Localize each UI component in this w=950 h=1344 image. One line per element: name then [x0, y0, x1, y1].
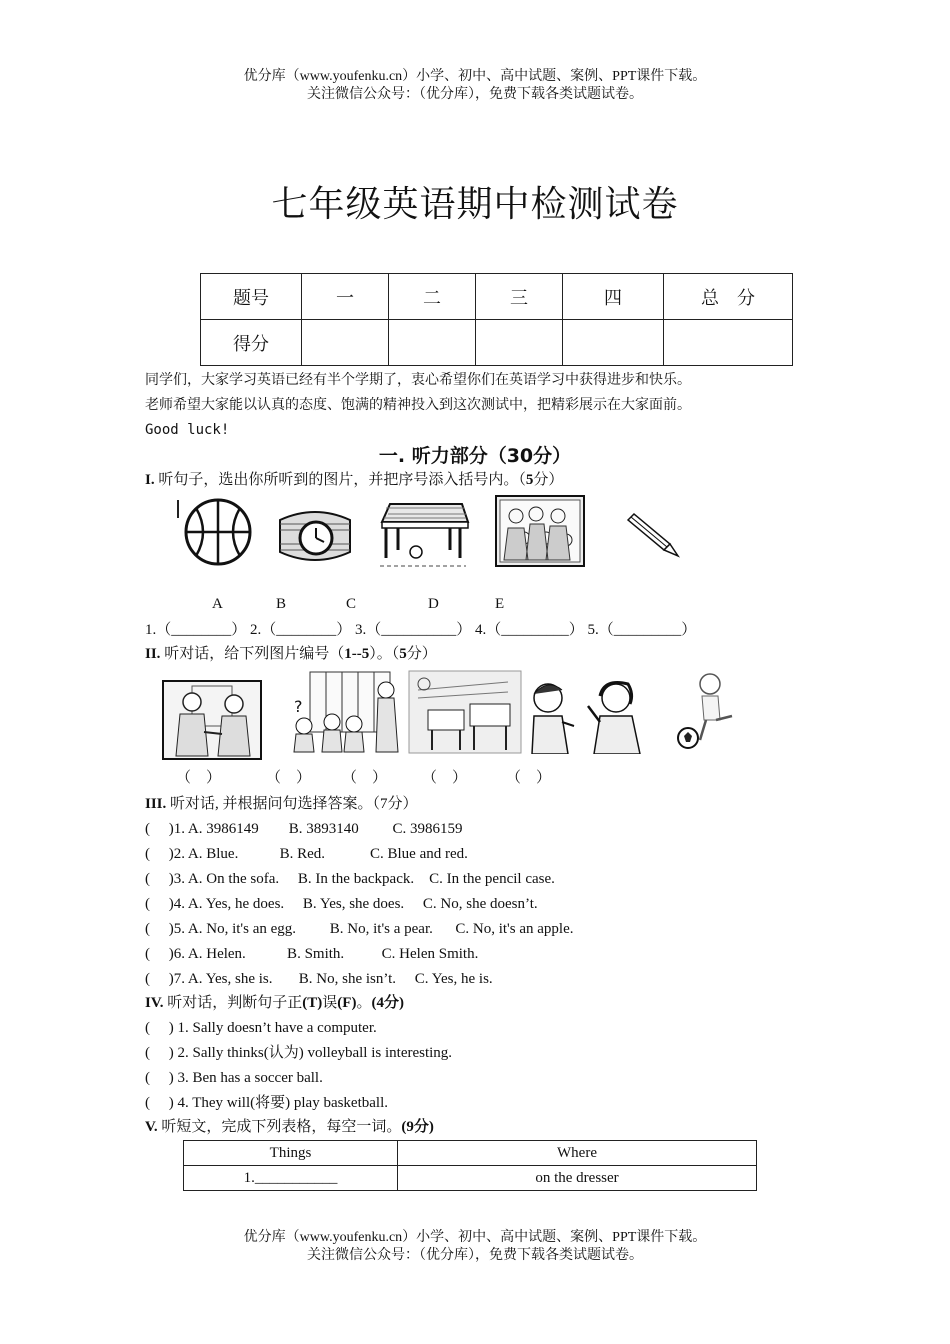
part3-question[interactable]: ( )3. A. On the sofa. B. In the backpack. C. In the pencil case. [145, 871, 555, 887]
score-header-cell: 二 [389, 274, 476, 320]
picture-letter: C [346, 596, 357, 612]
score-header-cell: 四 [563, 274, 664, 320]
table-header-where: Where [398, 1141, 757, 1166]
part3-question[interactable]: ( )2. A. Blue. B. Red. C. Blue and red. [145, 846, 468, 862]
score-cell[interactable] [389, 320, 476, 366]
svg-text:?: ? [294, 697, 303, 716]
part2-bracket[interactable]: （ ） [422, 770, 468, 786]
page-title: 七年级英语期中检测试卷 [271, 184, 679, 225]
score-header-cell: 总 分 [664, 274, 793, 320]
table-cell-blank[interactable]: 1.___________ [184, 1166, 398, 1191]
part3-question[interactable]: ( )4. A. Yes, he does. B. Yes, she does. C. No, she doesn’t. [145, 896, 538, 912]
family-photo-picture [494, 494, 586, 568]
picture-letter: B [276, 596, 287, 612]
part2-instruction: II. 听对话，给下列图片编号（1--5）。（5分） [145, 646, 437, 662]
part2-bracket[interactable]: （ ） [176, 770, 222, 786]
part1-answer-blanks[interactable]: 1.（________） 2.（________） 3.（__________） 4.（_________） 5.（_________） [145, 622, 697, 638]
pencil-picture [622, 512, 682, 560]
picture-letter: E [495, 596, 505, 612]
footer-line-1: 优分库（www.youfenku.cn）小学、初中、高中试题、案例、PPT课件下载。 [243, 1230, 707, 1245]
part3-question[interactable]: ( )1. A. 3986149 B. 3893140 C. 3986159 [145, 821, 463, 837]
section-listening-title: 一. 听力部分（30分） [378, 445, 572, 467]
header-line-1: 优分库（www.youfenku.cn）小学、初中、高中试题、案例、PPT课件下载。 [243, 69, 707, 84]
footer-line-2: 关注微信公众号：（优分库），免费下载各类试题试卷。 [307, 1248, 643, 1263]
part4-instruction: IV. 听对话，判断句子正(T)误(F)。(4分) [145, 995, 404, 1011]
part5-instruction: V. 听短文，完成下列表格，每空一词。(9分) [145, 1119, 434, 1135]
boy-kicking-ball-picture [670, 668, 744, 752]
score-cell[interactable] [664, 320, 793, 366]
score-header-cell: 一 [302, 274, 389, 320]
part3-question[interactable]: ( )5. A. No, it's an egg. B. No, it's a pear. C. No, it's an apple. [145, 921, 574, 937]
score-table [200, 273, 793, 366]
table-with-ball-picture [376, 494, 470, 572]
intro-line-2: 老师希望大家能以认真的态度、饱满的精神投入到这次测试中，把精彩展示在大家面前。 [145, 397, 691, 413]
greeting-scene-picture [162, 680, 262, 760]
part3-instruction: III. 听对话, 并根据问句选择答案。（7分） [145, 796, 418, 812]
boy-pointing-picture [524, 676, 576, 754]
score-cell[interactable] [476, 320, 563, 366]
intro-line-3: Good luck! [145, 422, 230, 438]
part2-bracket[interactable]: （ ） [342, 770, 388, 786]
intro-line-1: 同学们，大家学习英语已经有半个学期了，衷心希望你们在英语学习中获得进步和快乐。 [145, 372, 691, 388]
part1-instruction: I. 听句子，选出你所听到的图片，并把序号添入括号内。（5分） [145, 472, 564, 488]
header-line-2: 关注微信公众号：（优分库），免费下载各类试题试卷。 [307, 87, 643, 102]
lockers-scene-picture [290, 670, 404, 754]
score-cell[interactable] [302, 320, 389, 366]
score-header-cell: 题号 [201, 274, 302, 320]
part2-bracket[interactable]: （ ） [266, 770, 312, 786]
score-header-cell: 三 [476, 274, 563, 320]
part3-question[interactable]: ( )7. A. Yes, she is. B. No, she isn’t. C. Yes, he is. [145, 971, 493, 987]
table-header-things: Things [184, 1141, 398, 1166]
part5-table [183, 1140, 757, 1191]
part4-statement[interactable]: ( ) 1. Sally doesn’t have a computer. [145, 1020, 377, 1036]
score-cell[interactable] [563, 320, 664, 366]
part4-statement[interactable]: ( ) 3. Ben has a soccer ball. [145, 1070, 323, 1086]
classroom-picture [408, 670, 522, 754]
table-cell-where: on the dresser [398, 1166, 757, 1191]
part4-statement[interactable]: ( ) 2. Sally thinks(认为) volleyball is interesting. [145, 1045, 453, 1061]
picture-letter: D [428, 596, 439, 612]
picture-letter: A [212, 596, 223, 612]
girl-with-pencil-picture [584, 676, 646, 754]
part2-bracket[interactable]: （ ） [506, 770, 552, 786]
score-row-label: 得分 [201, 320, 302, 366]
basketball-picture [176, 496, 256, 570]
part3-question[interactable]: ( )6. A. Helen. B. Smith. C. Helen Smith. [145, 946, 479, 962]
watch-picture [276, 500, 354, 570]
part4-statement[interactable]: ( ) 4. They will(将要) play basketball. [145, 1095, 389, 1111]
